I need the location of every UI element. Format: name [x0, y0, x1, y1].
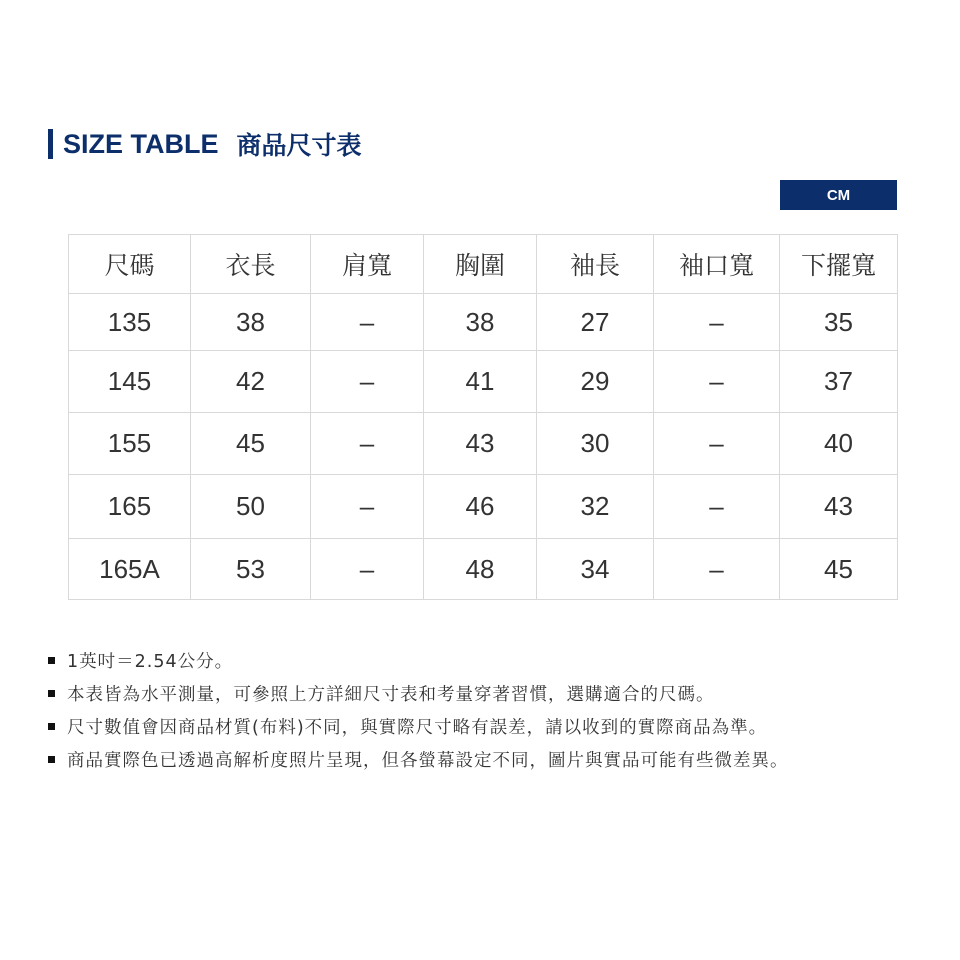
- notes-list: [48, 644, 789, 776]
- cell-hem-width: 45: [780, 539, 898, 600]
- cell-shoulder: –: [311, 413, 424, 475]
- note-item: [48, 743, 789, 776]
- cell-length: 53: [191, 539, 311, 600]
- cell-chest: 38: [424, 294, 537, 351]
- cell-sleeve-length: 32: [537, 475, 654, 539]
- cell-cuff-width: –: [654, 413, 780, 475]
- size-table: [68, 234, 898, 600]
- note-item: [48, 644, 789, 677]
- title-english: SIZE TABLE: [63, 128, 219, 159]
- table-row: [69, 539, 898, 600]
- cell-chest: 48: [424, 539, 537, 600]
- table-row: [69, 294, 898, 351]
- table-row: [69, 413, 898, 475]
- cell-cuff-width: –: [654, 539, 780, 600]
- cell-cuff-width: –: [654, 294, 780, 351]
- header-chest: 胸圍: [424, 235, 537, 294]
- cell-hem-width: 35: [780, 294, 898, 351]
- cell-shoulder: –: [311, 351, 424, 413]
- note-text: 本表皆為水平測量，可參照上方詳細尺寸表和考量穿著習慣，選購適合的尺碼。: [67, 685, 715, 705]
- cell-sleeve-length: 29: [537, 351, 654, 413]
- title-bar: [48, 128, 362, 160]
- cell-hem-width: 40: [780, 413, 898, 475]
- cell-length: 42: [191, 351, 311, 413]
- cell-cuff-width: –: [654, 475, 780, 539]
- cell-chest: 46: [424, 475, 537, 539]
- note-text: 1英吋＝2.54公分。: [67, 652, 234, 672]
- title-chinese: 商品尺寸表: [236, 131, 362, 160]
- header-hem-width: 下擺寬: [780, 235, 898, 294]
- cell-hem-width: 43: [780, 475, 898, 539]
- note-item: [48, 677, 789, 710]
- bullet-icon: [48, 756, 55, 763]
- cell-sleeve-length: 30: [537, 413, 654, 475]
- cell-length: 45: [191, 413, 311, 475]
- cell-size: 135: [69, 294, 191, 351]
- header-size: 尺碼: [69, 235, 191, 294]
- cell-chest: 41: [424, 351, 537, 413]
- table-header-row: [69, 235, 898, 294]
- cell-length: 38: [191, 294, 311, 351]
- table-row: [69, 351, 898, 413]
- cell-chest: 43: [424, 413, 537, 475]
- header-length: 衣長: [191, 235, 311, 294]
- note-text: 商品實際色已透過高解析度照片呈現，但各螢幕設定不同，圖片與實品可能有些微差異。: [67, 751, 789, 771]
- cell-cuff-width: –: [654, 351, 780, 413]
- cell-size: 165A: [69, 539, 191, 600]
- note-text: 尺寸數值會因商品材質(布料)不同，與實際尺寸略有誤差，請以收到的實際商品為準。: [67, 718, 768, 738]
- cell-shoulder: –: [311, 539, 424, 600]
- cell-hem-width: 37: [780, 351, 898, 413]
- header-shoulder: 肩寬: [311, 235, 424, 294]
- bullet-icon: [48, 690, 55, 697]
- cell-size: 155: [69, 413, 191, 475]
- header-cuff-width: 袖口寬: [654, 235, 780, 294]
- cell-shoulder: –: [311, 475, 424, 539]
- cell-length: 50: [191, 475, 311, 539]
- cell-size: 145: [69, 351, 191, 413]
- bullet-icon: [48, 657, 55, 664]
- cell-size: 165: [69, 475, 191, 539]
- table-row: [69, 475, 898, 539]
- note-item: [48, 710, 789, 743]
- cell-sleeve-length: 34: [537, 539, 654, 600]
- unit-badge: CM: [780, 180, 897, 210]
- title-accent-bar: [48, 129, 53, 159]
- cell-sleeve-length: 27: [537, 294, 654, 351]
- cell-shoulder: –: [311, 294, 424, 351]
- bullet-icon: [48, 723, 55, 730]
- header-sleeve-length: 袖長: [537, 235, 654, 294]
